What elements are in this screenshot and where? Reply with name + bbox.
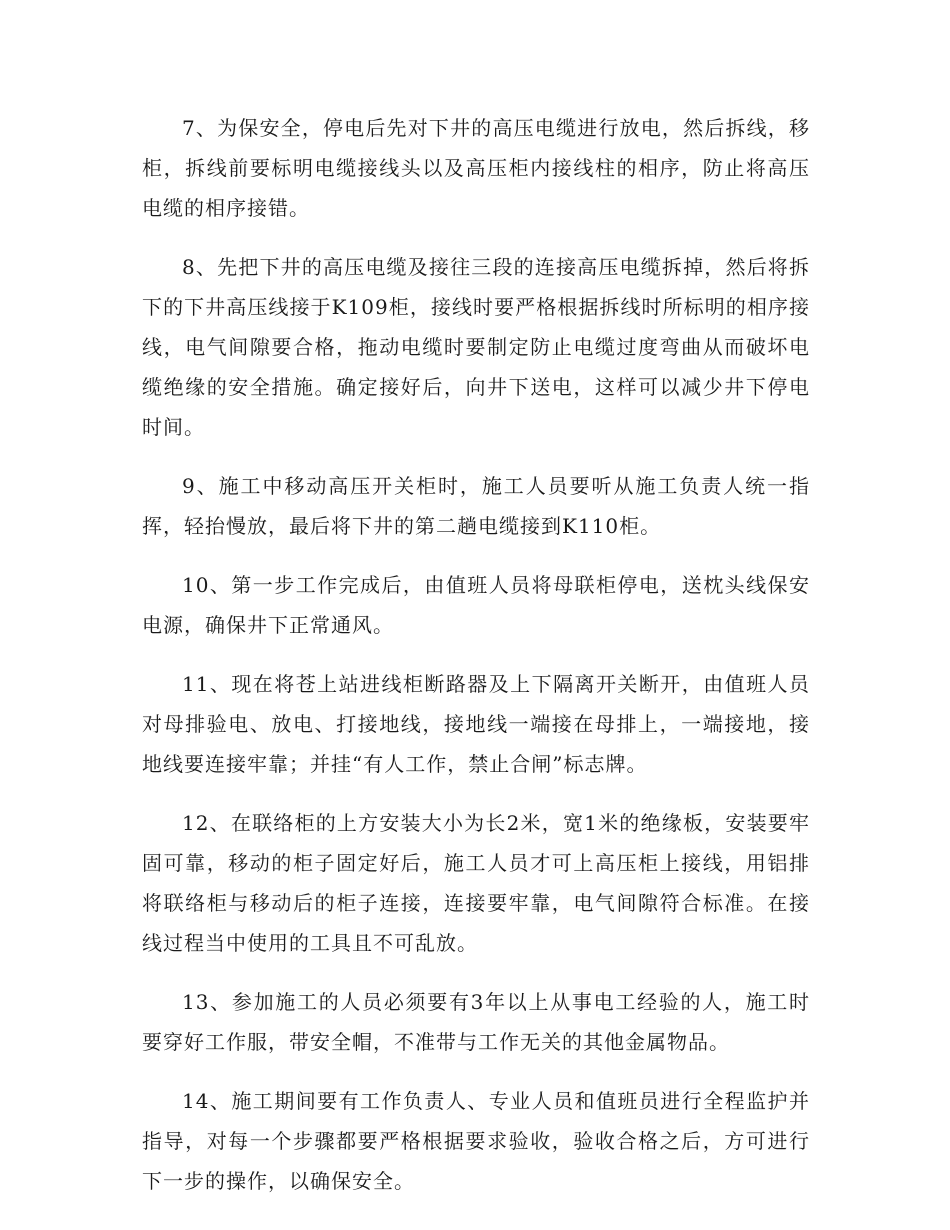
paragraph-item-13: 13、参加施工的人员必须要有3年以上从事电工经验的人，施工时要穿好工作服，带安全帽，不准带与工作无关的其他金属物品。 xyxy=(142,990,810,1054)
paragraph-item-7: 7、为保安全，停电后先对下井的高压电缆进行放电，然后拆线，移柜，拆线前要标明电缆接线头以及高压柜内接线柱的相序，防止将高压电缆的相序接错。 xyxy=(142,116,810,220)
paragraph-item-9: 9、施工中移动高压开关柜时，施工人员要听从施工负责人统一指挥，轻抬慢放，最后将下井的第二趟电缆接到K110柜。 xyxy=(142,474,810,538)
paragraph-item-11: 11、现在将苍上站进线柜断路器及上下隔离开关断开，由值班人员对母排验电、放电、打接地线，接地线一端接在母排上，一端接地，接地线要连接牢靠；并挂“有人工作，禁止合闸”标志牌。 xyxy=(142,672,810,776)
paragraph-item-14: 14、施工期间要有工作负责人、专业人员和值班员进行全程监护并指导，对每一个步骤都要严格根据要求验收，验收合格之后，方可进行下一步的操作，以确保安全。 xyxy=(142,1089,810,1193)
paragraph-item-10: 10、第一步工作完成后，由值班人员将母联柜停电，送枕头线保安电源，确保井下正常通风。 xyxy=(142,573,810,637)
document-body xyxy=(142,108,810,1220)
paragraph-item-12: 12、在联络柜的上方安装大小为长2米，宽1米的绝缘板，安装要牢固可靠，移动的柜子固定好后，施工人员才可上高压柜上接线，用铝排将联络柜与移动后的柜子连接，连接要牢靠，电气间隙符合标准。在接线过程当中使用的工具且不可乱放。 xyxy=(142,811,810,955)
paragraph-item-8: 8、先把下井的高压电缆及接往三段的连接高压电缆拆掉，然后将拆下的下井高压线接于K109柜，接线时要严格根据拆线时所标明的相序接线，电气间隙要合格，拖动电缆时要制定防止电缆过度弯曲从而破坏电缆绝缘的安全措施。确定接好后，向井下送电，这样可以减少井下停电时间。 xyxy=(142,255,810,439)
